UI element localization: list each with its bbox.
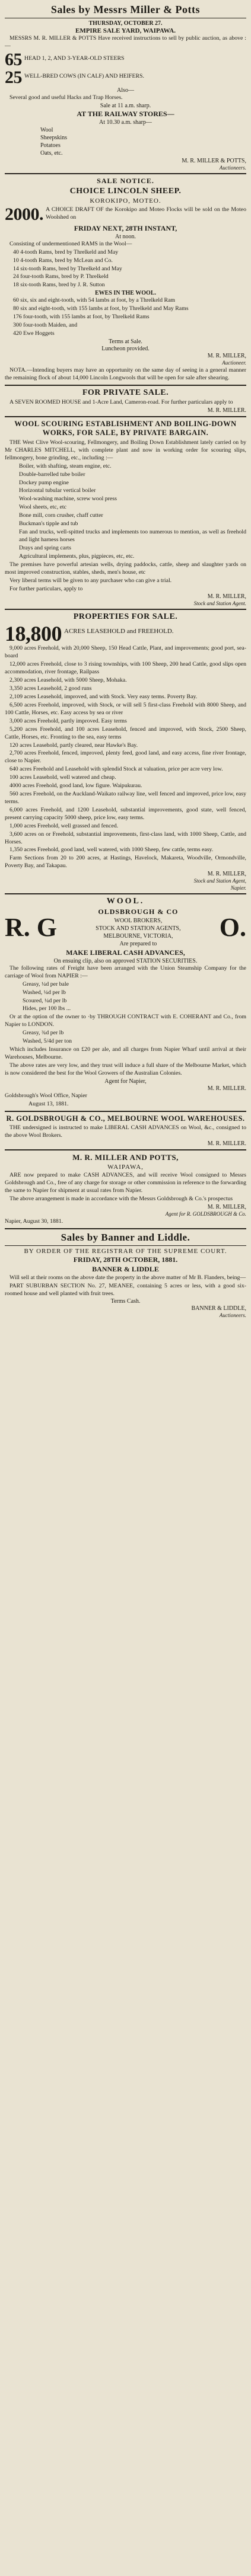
divider xyxy=(5,385,246,386)
divider xyxy=(5,609,246,610)
list-item: 5,200 acres Freehold, and 100 acres Leasehold, fenced and improved, with Stock, 2500 Sheep, Cattle, Horses, etc. Fronting to the sea, easy terms xyxy=(5,726,246,740)
signature: M. R. MILLER, xyxy=(207,871,246,878)
signature-role: Stock and Station Agent. xyxy=(193,600,246,607)
ad-heading: FOR PRIVATE SALE. xyxy=(82,388,169,397)
list-item: Wool xyxy=(40,126,53,133)
signature-role: Auctioneers. xyxy=(219,1312,246,1319)
signature-role: Auctioneers. xyxy=(219,164,246,171)
list-item: 60 six, six and eight-tooth, with 54 lambs at foot, by a Threlkeld Ram xyxy=(13,297,176,304)
list-item: Oats, etc. xyxy=(40,149,63,156)
list-item: 4000 acres Freehold, good land, low figure. Waipukurau. xyxy=(9,782,142,790)
list-item: Potatoes xyxy=(40,142,61,149)
make-advances: MAKE LIBERAL CASH ADVANCES, xyxy=(66,948,185,957)
nota-text: NOTA.—Intending buyers may have an opportunity on the same day of seeing in a general manner the remaining flock of about 14,000 Lincoln Longwools that will be open for sale after shearing. xyxy=(5,366,246,381)
list-item: 300 four-tooth Maiden, and xyxy=(13,322,78,329)
agent-label: Agent for Napier, xyxy=(104,1078,147,1085)
sale-notice-ad xyxy=(5,177,246,382)
list-item: 9,000 acres Freehold, with 20,000 Sheep, 150 Head Cattle, Plant, and improvements; good port, sea-board xyxy=(5,645,246,660)
sale-date: FRIDAY NEXT, 28TH INSTANT, xyxy=(74,223,177,232)
divider xyxy=(5,1228,246,1229)
lot-text: ACRES LEASEHOLD and FREEHOLD. xyxy=(64,628,174,635)
ad-heading: R. GOLDSBROUGH & CO., MELBOURNE WOOL WAREHOUSES. xyxy=(6,1114,245,1123)
list-item: 176 four-tooth, with 155 lambs at foot, by Threlkeld Rams xyxy=(13,314,150,321)
terms-text: Terms at Sale. xyxy=(109,338,142,345)
ad-heading: M. R. MILLER AND POTTS, xyxy=(72,1153,179,1162)
goldsbrough-warehouse-ad xyxy=(5,1114,246,1147)
ad-place: KOROKIPO, MOTEO. xyxy=(90,197,161,204)
divider xyxy=(5,1111,246,1112)
note-text: The above arrangement is made in accordance with the Messrs Goldsbrough & Co.'s prospectus xyxy=(9,1195,233,1202)
rate-item: Or at the option of the owner to ·by THROUGH CONTRACT with E. COHERANT and Co., from Napier to LONDON. xyxy=(5,1014,246,1028)
list-item: 6,000 acres Freehold, and 1200 Leasehold, substantial improvements, good state, well fenced, present carrying capacity 5000 sheep, price low, easy terms. xyxy=(5,806,246,821)
rate-item: Washed, 5/4d per ton xyxy=(23,1038,72,1045)
letterhead-initial: O. xyxy=(219,913,246,942)
above-text: The above rates are very low, and they trust will induce a full share of the Melbourne Market, which is now considered the best for the Wool Growers of the Australian Colonies. xyxy=(5,1062,246,1076)
signature: M. R. MILLER, xyxy=(207,593,246,600)
freight-text: The following rates of Freight have been arranged with the Union Steamship Company for the carriage of Wool from NAPIER :— xyxy=(5,964,246,979)
ad-place: WAIPAWA, xyxy=(107,1164,144,1171)
firm-line: STOCK AND STATION AGENTS, xyxy=(96,925,181,932)
office-date: August 13, 1881. xyxy=(28,1100,69,1107)
ad-heading: SALE NOTICE. xyxy=(97,176,154,185)
list-item: 2,109 acres Leasehold, improved, and with Stock. Very easy terms. Poverty Bay. xyxy=(9,693,198,700)
order-text: BY ORDER OF THE REGISTRAR OF THE SUPREME COURT. xyxy=(24,1247,227,1255)
lot-number: 25 xyxy=(5,67,22,87)
banner-liddle-ad xyxy=(5,1232,246,1319)
miller-potts-waipawa-ad xyxy=(5,1153,246,1226)
list-item: 24 four-tooth Rams, bred by P. Threlkeld xyxy=(13,273,109,280)
consisting-text: Consisting of undermentioned RAMS in the Wool— xyxy=(9,240,132,247)
firm-line: Are prepared to xyxy=(119,940,157,947)
list-item: Farm Sections from 20 to 200 acres, at Hastings, Havelock, Makareta, Woodville, Ormondville, Poverty Bay, and Takapau. xyxy=(5,855,246,870)
signature: M. R. MILLER, xyxy=(207,1203,246,1210)
stores-time: At 10.30 a.m. sharp— xyxy=(99,119,152,126)
list-item: 1,000 acres Freehold, well grassed and fenced. xyxy=(9,822,119,829)
also-label: Also— xyxy=(117,87,134,94)
divider xyxy=(5,893,246,894)
luncheon-text: Luncheon provided. xyxy=(101,345,150,352)
rate-item: Washed, ¼d per lb xyxy=(23,989,66,996)
properties-ad xyxy=(5,612,246,891)
sale-venue: EMPIRE SALE YARD, WAIPAWA. xyxy=(75,27,176,34)
list-item: Drays and spring carts xyxy=(19,544,71,551)
firm-line: MELBOURNE, VICTORIA, xyxy=(103,932,173,939)
divider xyxy=(5,1149,246,1150)
lot-number: 18,800 xyxy=(5,622,62,646)
ad-heading: Sales by Messrs Miller & Potts xyxy=(50,4,201,15)
list-item: Horizontal tubular vertical boiler xyxy=(19,487,96,494)
lot-row xyxy=(5,623,246,644)
wool-ad xyxy=(5,897,246,1108)
rate-item: Which includes Insurance on £20 per ale, and all charges from Napier Wharf until arrival at their Warehouses, Melbourne. xyxy=(5,1046,246,1060)
letterhead xyxy=(5,907,246,948)
sale-date: THURSDAY, OCTOBER 27. xyxy=(88,20,163,27)
list-item: Dockey pump engine xyxy=(19,479,69,486)
signature: M. R. MILLER. xyxy=(207,407,246,414)
list-item: 100 acres Leasehold, well watered and cheap. xyxy=(9,774,116,781)
particulars-text: For further particulars, apply to xyxy=(9,585,83,592)
divider xyxy=(5,416,246,417)
list-item: 40 4-tooth Rams, bred by Threlkeld and May xyxy=(13,248,119,255)
intro-text: THE West Clive Wool-scouring, Fellmongery, and Boiling Down Establishment lately carried on by Mr CHARLES MITCHELL, with complete plant and now in working order for scouring slips, fellmongery, bone grinding, etc., including :— xyxy=(5,439,246,461)
signature-role: Agent for R. GOLDSBROUGH & Co. xyxy=(165,1210,246,1217)
private-sale-ad xyxy=(5,388,246,414)
sale-time: Sale at 11 a.m. sharp. xyxy=(100,102,151,109)
lot-text: HEAD 1, 2, AND 3-YEAR-OLD STEERS xyxy=(24,55,125,62)
miller-potts-ad xyxy=(5,4,246,171)
ad-title: CHOICE LINCOLN SHEEP. xyxy=(69,186,182,196)
rate-item: Scoured, ¼d per lb xyxy=(23,997,67,1004)
wool-scouring-ad xyxy=(5,420,246,607)
list-item: 2,300 acres Leasehold, with 5000 Sheep, Mohaka. xyxy=(9,677,127,684)
list-item: Boiler, with shafting, steam engine, etc. xyxy=(19,462,112,469)
signature: M. R. MILLER & POTTS, xyxy=(182,157,246,164)
list-item: Wool sheets, etc, etc xyxy=(19,504,67,511)
ad-text: THE undersigned is instructed to make LIBERAL CASH ADVANCES on Wool, &c., consigned to the above Wool Brokers. xyxy=(5,1124,246,1139)
list-item: 1,350 acres Freehold, good land, well watered, with 1000 Sheep, few cattle, terms easy. xyxy=(9,846,214,854)
sale-date: FRIDAY, 28TH OCTOBER, 1881. xyxy=(73,1255,178,1264)
list-item: Agricultural implements, plus, pigpieces, etc, etc. xyxy=(19,552,135,560)
lot-row xyxy=(5,51,246,69)
list-item: 3,000 acres Freehold, partly improved. Easy terms xyxy=(9,717,127,724)
signature-role: Auctioneer. xyxy=(222,359,246,366)
letterhead-center xyxy=(57,907,220,948)
lot-row xyxy=(5,206,246,223)
rate-item: Hides, per 100 lbs ... xyxy=(23,1005,71,1012)
signature-role: Stock and Station Agent, xyxy=(193,878,246,884)
lot-row xyxy=(5,69,246,87)
several-text: Several good and useful Hacks and Trap Horses. xyxy=(9,94,123,101)
part-text: PART SUBURBAN SECTION No. 27, MEANEE, containing 5 acres or less, with a good six-roomed house and well planted with fruit trees. xyxy=(5,1282,246,1297)
stores-heading: AT THE RAILWAY STORES— xyxy=(77,109,174,118)
divider xyxy=(5,173,246,174)
list-subheading: EWES IN THE WOOL. xyxy=(95,290,156,297)
intro-text: MESSRS M. R. MILLER & POTTS Have received instructions to sell by public auction, as above :— xyxy=(5,35,246,49)
list-item: 560 acres Freehold, on the Auckland-Waikato railway line, well fenced and improved, price low, easy terms. xyxy=(5,791,246,805)
office-text: Goldsbrough's Wool Office, Napier xyxy=(5,1092,87,1099)
list-item: Double-barrelled tube boiler xyxy=(19,471,85,478)
list-item: 6,500 acres Freehold, improved, with Stock, or will sell 5 first-class Freehold with 8000 Sheep, and 100 Cattle, Horses, etc. Easy access by sea or river xyxy=(5,701,246,716)
rate-item: Greasy, ¼d per bale xyxy=(23,980,69,987)
terms-text: Terms Cash. xyxy=(110,1298,141,1305)
ad-text: A SEVEN ROOMED HOUSE and 1-Acre Land, Cameron-road. For further particulars apply to xyxy=(9,398,233,405)
rate-item: Greasy, ¾d per lb xyxy=(23,1030,64,1037)
terms-text: Very liberal terms will be given to any purchaser who can give a trial. xyxy=(9,577,172,584)
ad-text: Will sell at their rooms on the above date the property in the above matter of Mr B. Flanders, being— xyxy=(9,1274,246,1281)
firm-name: OLDSBROUGH & CO xyxy=(98,907,179,916)
sale-time: At noon. xyxy=(115,233,136,240)
list-item: 3,600 acres on or Freehold, substantial improvements, first-class land, with 1000 Sheep, Cattle, and Horses. xyxy=(5,830,246,845)
lot-number: 65 xyxy=(5,49,22,69)
list-item: Bone mill, corn crusher, chaff cutter xyxy=(19,512,103,519)
list-item: 80 six and eight-tooth, with 155 lambs at foot, by Threlkeld and May Rams xyxy=(13,305,189,312)
letterhead-initial: R. G xyxy=(5,913,57,942)
firm-line: WOOL BROKERS, xyxy=(114,917,163,924)
signature: BANNER & LIDDLE, xyxy=(191,1305,246,1312)
draft-text: A CHOICE DRAFT OF the Korokipo and Moteo Flocks will be sold on the Moteo Woolshed on xyxy=(46,206,246,220)
list-item: Wool-washing machine, screw wool press xyxy=(19,496,117,503)
list-item: 12,000 acres Freehold, close to 3 rising townships, with 100 Sheep, 200 head Cattle, good slips open accommodation, river frontage, Railpass xyxy=(5,661,246,676)
signature: M. R. MILLER. xyxy=(207,1085,246,1092)
divider xyxy=(5,1245,246,1246)
ad-heading: Sales by Banner and Liddle. xyxy=(61,1231,190,1243)
list-item: 640 acres Freehold and Leasehold with splendid Stock at valuation, price per acre very low. xyxy=(9,766,223,773)
lot-number: 2000. xyxy=(5,204,43,224)
ad-heading: WOOL. xyxy=(106,897,145,906)
list-item: 120 acres Leasehold, partly cleared, near Hawke's Bay. xyxy=(9,742,138,749)
signature-place: Napier. xyxy=(230,885,246,891)
signature: M. R. MILLER. xyxy=(207,1140,246,1148)
list-item: 420 Ewe Hoggets xyxy=(13,330,55,337)
list-item: 14 six-tooth Rams, bred by Threlkeld and May xyxy=(13,265,122,272)
list-item: 18 six-tooth Rams, bred by J. R. Sutton xyxy=(13,282,105,289)
firm-name: BANNER & LIDDLE xyxy=(92,1264,159,1273)
stores-list xyxy=(40,126,246,157)
ad-text: ARE now prepared to make CASH ADVANCES, and will receive Wool consigned to Messrs Goldsbrough and Co., free of any charge for storage or other commission in reference to the forwarding the same to Napier for shipment at usual rates from Napier. xyxy=(5,1172,246,1194)
list-item: Sheepskins xyxy=(40,134,67,141)
list-item: 10 4-tooth Rams, bred by McLean and Co. xyxy=(13,257,113,264)
ad-heading: WOOL SCOURING ESTABLISHMENT AND BOILING-DOWN WORKS, FOR SALE, BY PRIVATE BARGAIN. xyxy=(14,419,237,437)
ad-heading: PROPERTIES FOR SALE. xyxy=(73,612,178,622)
lot-text: WELL-BRED COWS (IN CALF) AND HEIFERS. xyxy=(24,72,144,79)
list-item: Fan and trucks, well-spitted trucks and implements too numerous to mention, as well as freehold and light harness horses xyxy=(19,529,246,543)
place-date: Napier, August 30, 1881. xyxy=(5,1217,63,1225)
premises-text: The premises have powerful artesian wells, drying paddocks, cattle, sheep and slaughter yards on most improved construction, stables, sheds, men's house, etc xyxy=(5,561,246,576)
list-item: 3,350 acres Leasehold, 2 good runs xyxy=(9,685,92,692)
list-item: Buckman's tipple and tub xyxy=(19,520,78,528)
make-sub: On ensuing clip, also on approved STATION SECURITIES. xyxy=(53,957,198,964)
list-item: 2,700 acres Freehold, fenced, improved, plenty feed, good land, and easy access, fine river frontage, close to Napier. xyxy=(5,750,246,765)
signature: M. R. MILLER, xyxy=(207,352,246,359)
